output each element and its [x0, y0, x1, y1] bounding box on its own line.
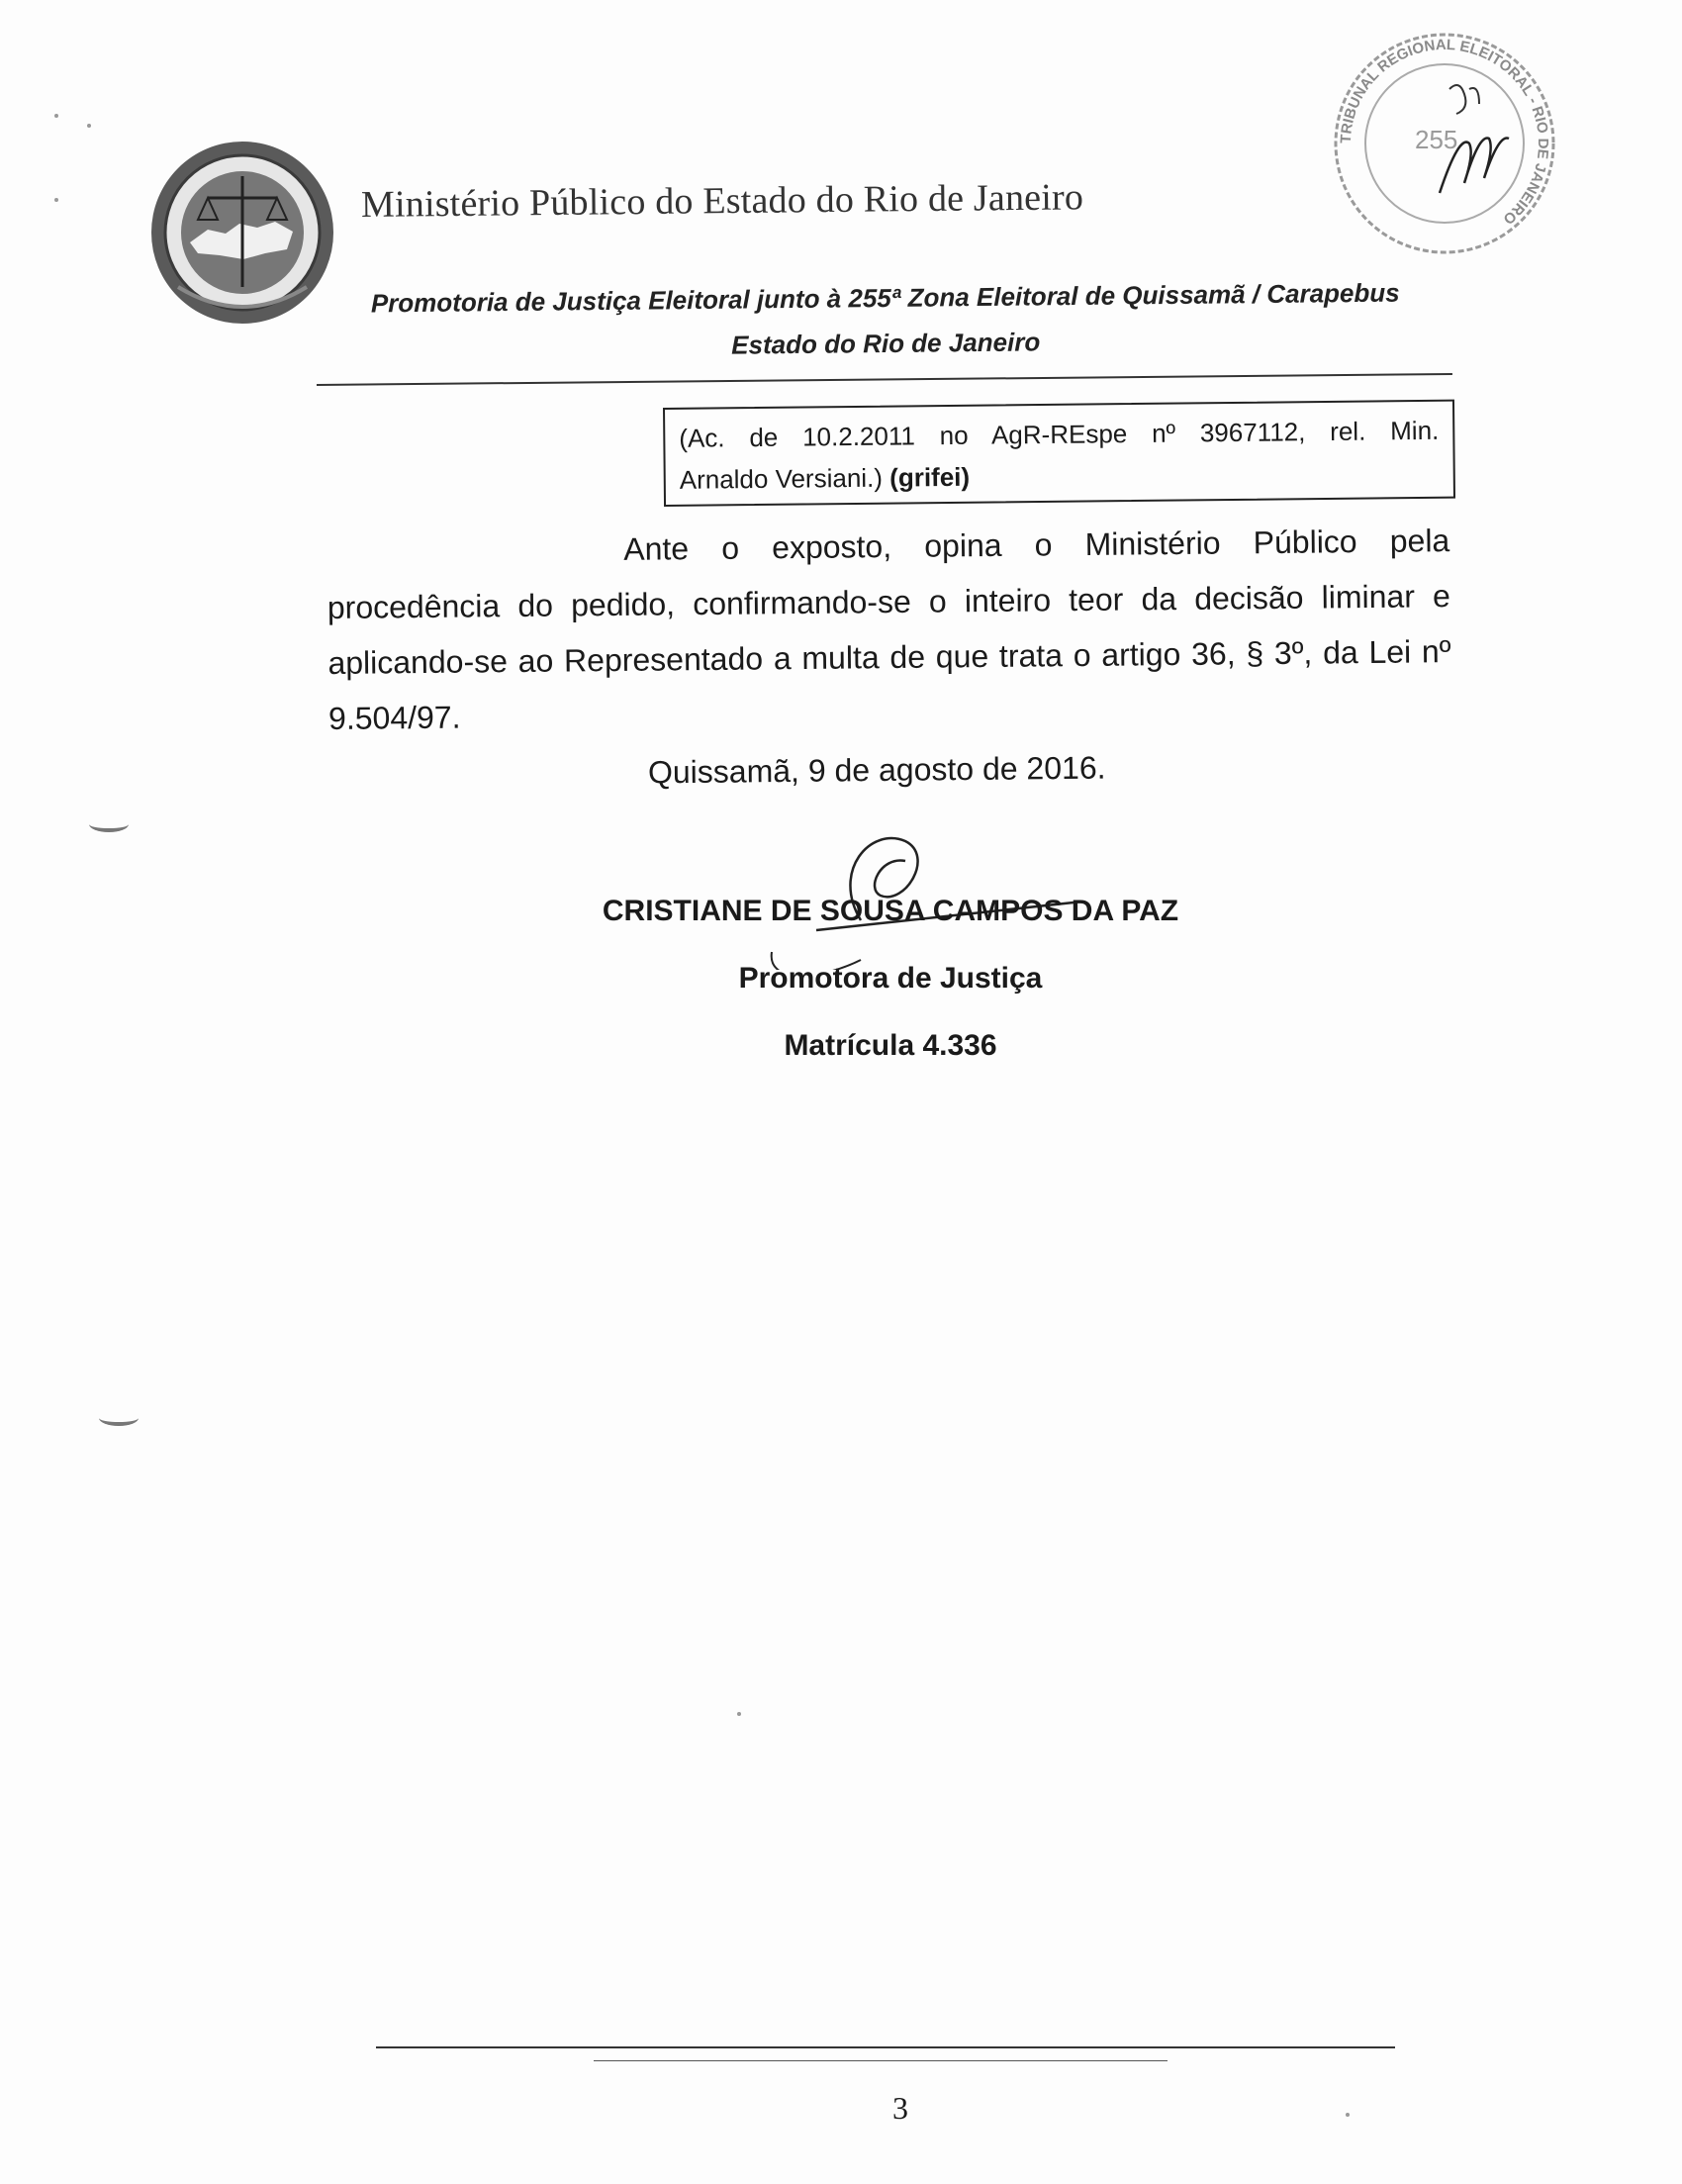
footer-divider-secondary [594, 2060, 1168, 2061]
ministerio-publico-seal-icon [148, 139, 336, 327]
signer-name: CRISTIANE DE SOUSA CAMPOS DA PAZ [602, 895, 1179, 927]
handwritten-signature [732, 811, 1088, 970]
scan-hole-mark [89, 816, 129, 832]
scan-hole-mark [99, 1410, 139, 1426]
scan-speck [1346, 2113, 1350, 2117]
page-number: 3 [892, 2090, 908, 2126]
scan-speck [54, 198, 58, 202]
office-line-2: Estado do Rio de Janeiro [731, 327, 1041, 360]
office-subheader [317, 269, 1455, 372]
body-section [327, 513, 1451, 746]
citation-box [663, 400, 1455, 507]
footer-divider [376, 2046, 1395, 2048]
body-paragraph: Ante o exposto, opina o Ministério Público pela procedência do pedido, confirmando-se o inteiro teor da decisão liminar e aplicando-se ao Representado a multa de que trata o artigo 36, § 3º, da Lei nº 9.504/97. [327, 522, 1451, 736]
date-line: Quissamã, 9 de agosto de 2016. [647, 749, 1106, 791]
signer-registration: Matrícula 4.336 [784, 1029, 997, 1062]
scan-speck [54, 114, 58, 118]
office-line-1: Promotoria de Justiça Eleitoral junto à 255ª Zona Eleitoral de Quissamã / Carapebus [370, 277, 1400, 319]
scan-speck [737, 1712, 741, 1716]
header-divider [317, 373, 1452, 386]
citation-line-1: (Ac. de 10.2.2011 no AgR-REspe nº 3967112, rel. Min. [679, 415, 1440, 453]
institution-title: Ministério Público do Estado do Rio de Janeiro [360, 176, 1084, 226]
signer-role: Promotora de Justiça [738, 962, 1043, 995]
stamp-ring-text: TRIBUNAL REGIONAL ELEITORAL - RIO DE JANEIRO [1337, 36, 1552, 228]
court-receipt-stamp [1321, 20, 1568, 267]
scan-speck [87, 124, 91, 128]
citation-line-2 [680, 451, 1440, 501]
stamp-number: 255 [1415, 125, 1458, 154]
citation-text: Arnaldo Versiani.) [679, 462, 890, 495]
citation-emphasis: (grifei) [889, 461, 971, 493]
